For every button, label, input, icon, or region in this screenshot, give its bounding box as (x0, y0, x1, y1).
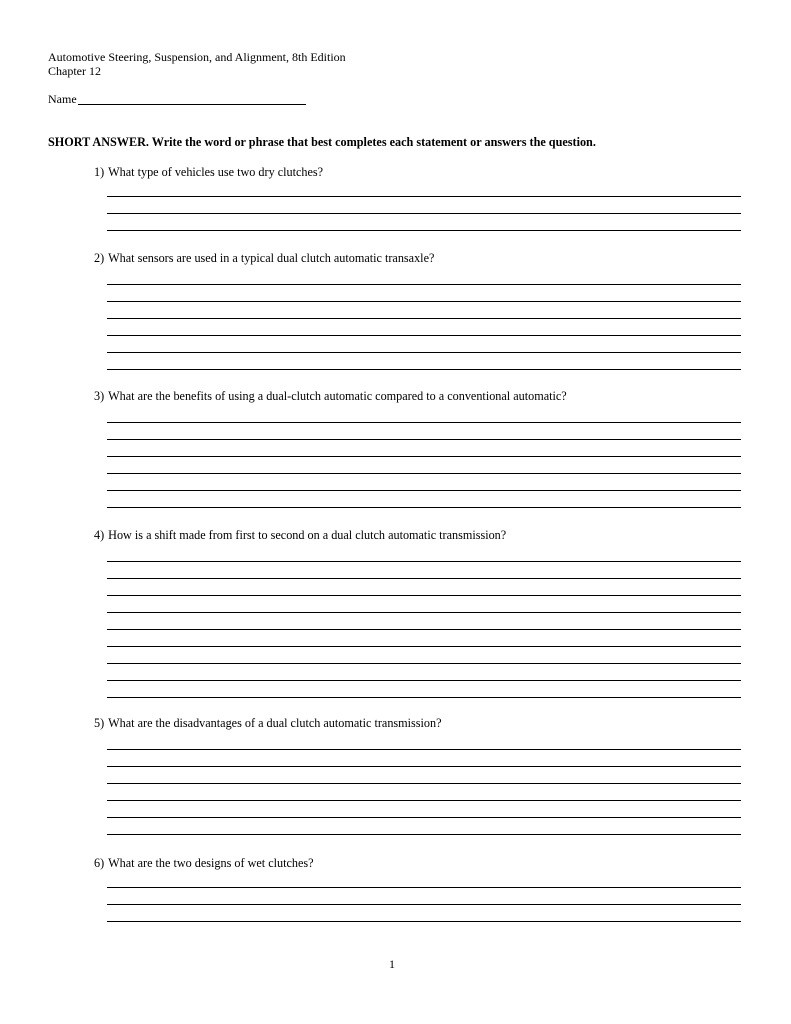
answer-line[interactable] (107, 646, 741, 647)
answer-area-3[interactable] (107, 422, 741, 510)
answer-line[interactable] (107, 783, 741, 784)
question-number: 6) (94, 856, 105, 870)
answer-line[interactable] (107, 284, 741, 285)
answer-line[interactable] (107, 817, 741, 818)
document-title: Automotive Steering, Suspension, and Alignment, 8th Edition (48, 50, 346, 64)
answer-area-5[interactable] (107, 749, 741, 837)
answer-line[interactable] (107, 612, 741, 613)
answer-line[interactable] (107, 439, 741, 440)
answer-line[interactable] (107, 561, 741, 562)
answer-area-4[interactable] (107, 561, 741, 699)
answer-line[interactable] (107, 629, 741, 630)
question-text: What sensors are used in a typical dual clutch automatic transaxle? (108, 251, 435, 265)
answer-line[interactable] (107, 507, 741, 508)
answer-area-2[interactable] (107, 284, 741, 372)
name-blank-line[interactable] (78, 104, 306, 105)
question-number: 1) (94, 165, 105, 179)
answer-line[interactable] (107, 680, 741, 681)
question-6 (94, 856, 314, 870)
name-label: Name (48, 92, 77, 106)
page-number: 1 (389, 957, 395, 971)
answer-line[interactable] (107, 213, 741, 214)
answer-line[interactable] (107, 490, 741, 491)
question-5 (94, 716, 442, 730)
question-text: What are the benefits of using a dual-clutch automatic compared to a conventional automatic? (108, 389, 567, 403)
answer-line[interactable] (107, 800, 741, 801)
question-number: 5) (94, 716, 105, 730)
question-number: 2) (94, 251, 105, 265)
question-2 (94, 251, 434, 265)
answer-line[interactable] (107, 456, 741, 457)
answer-line[interactable] (107, 921, 741, 922)
answer-line[interactable] (107, 904, 741, 905)
question-text: What are the disadvantages of a dual clutch automatic transmission? (108, 716, 442, 730)
answer-line[interactable] (107, 422, 741, 423)
answer-line[interactable] (107, 301, 741, 302)
answer-line[interactable] (107, 697, 741, 698)
chapter-label: Chapter 12 (48, 64, 101, 78)
question-3 (94, 389, 567, 403)
question-4 (94, 528, 506, 542)
answer-line[interactable] (107, 887, 741, 888)
question-text: What type of vehicles use two dry clutches? (108, 165, 324, 179)
answer-line[interactable] (107, 834, 741, 835)
section-instructions: SHORT ANSWER. Write the word or phrase that best completes each statement or answers the question. (48, 135, 596, 149)
question-text: What are the two designs of wet clutches? (108, 856, 314, 870)
answer-line[interactable] (107, 663, 741, 664)
answer-line[interactable] (107, 578, 741, 579)
question-number: 3) (94, 389, 105, 403)
answer-line[interactable] (107, 749, 741, 750)
answer-line[interactable] (107, 196, 741, 197)
question-text: How is a shift made from first to second on a dual clutch automatic transmission? (108, 528, 507, 542)
answer-line[interactable] (107, 352, 741, 353)
answer-line[interactable] (107, 369, 741, 370)
question-1 (94, 165, 323, 179)
answer-area-6[interactable] (107, 887, 741, 923)
answer-line[interactable] (107, 230, 741, 231)
answer-line[interactable] (107, 335, 741, 336)
question-number: 4) (94, 528, 105, 542)
answer-line[interactable] (107, 318, 741, 319)
answer-line[interactable] (107, 473, 741, 474)
answer-area-1[interactable] (107, 196, 741, 232)
answer-line[interactable] (107, 595, 741, 596)
answer-line[interactable] (107, 766, 741, 767)
